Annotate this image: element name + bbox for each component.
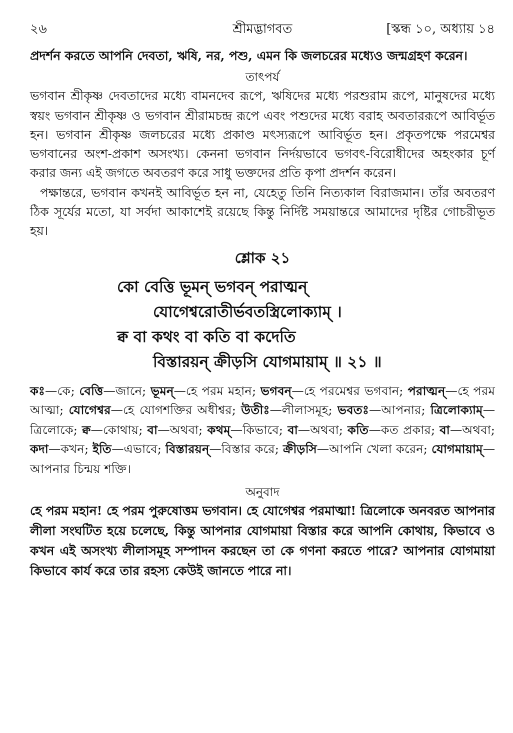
synonym-meaning: —কত প্রকার;	[368, 422, 440, 437]
purport-paragraph-1: ভগবান শ্রীকৃষ্ণ দেবতাদের মধ্যে বামনদেব রূপে, ঋষিদের মধ্যে পরশুরাম রূপে, মানুষদের মধ্যে স্বয়ং ভগবান শ্রীকৃষ্ণ ও ভগবান শ্রীরামচন্দ্র রূপে এবং পশুদের মধ্যে বরাহ অবতাররূপে আবির্ভূত হন। ভগবান শ্রীকৃষ্ণ জলচরের মধ্যে প্রকাণ্ড মৎস্যরূপে আবির্ভূত হন। প্রকৃতপক্ষে পরমেশ্বর ভগবানের অংশ-প্রকাশ অসংখ্য। কেননা ভগবান নির্দয়ভাবে ভগবৎ-বিরোধীদের অহংকার চূর্ণ করার জন্য এই জগতে অবতরণ করে সাধু ভক্তদের প্রতি কৃপা প্রদর্শন করেন।	[30, 88, 495, 181]
synonym-word: বেত্তি	[79, 383, 104, 398]
synonym-meaning: —কখন;	[48, 442, 93, 457]
synonym-word: ত্রিলোক্যাম্	[430, 403, 483, 418]
synonym-word: কথম্	[207, 422, 231, 437]
synonym-word: বা	[147, 422, 158, 437]
verse-heading: শ্লোক ২১	[234, 248, 291, 267]
synonym-meaning: —হে যোগশক্তির অধীশ্বর;	[110, 403, 242, 418]
book-page	[30, 20, 495, 580]
synonym-word: ভূমন্	[150, 383, 174, 398]
verse-line: ক্ব বা কথং বা কতি বা কদেতি	[117, 326, 296, 346]
purport-paragraph-2: পক্ষান্তরে, ভগবান কখনই আবির্ভূত হন না, যেহেতু তিনি নিত্যকাল বিরাজমান। তাঁর অবতরণ ঠিক সূর্যের মতো, যা সর্বদা আকাশেই রয়েছে কিন্তু নির্দিষ্ট সময়ান্তরে আমাদের দৃষ্টির গোচরীভূত হয়।	[30, 184, 495, 239]
synonym-meaning: —হে পরম আত্মা;	[30, 383, 496, 418]
translation-heading: অনুবাদ	[245, 485, 280, 500]
page-header	[30, 20, 495, 40]
synonym-meaning: —ত্রিলোকে;	[30, 403, 495, 437]
synonym-meaning: —আপনি খেলা করেন;	[316, 442, 432, 457]
book-title: শ্রীমদ্ভাগবত	[232, 22, 293, 37]
synonym-word: বিস্তারয়ন্	[165, 442, 210, 457]
synonym-word: উতীঃ	[241, 403, 270, 418]
synonym-meaning: —হে পরম মহান;	[173, 383, 261, 398]
synonym-meaning: —কে;	[45, 383, 80, 398]
synonym-meaning: —কিভাবে;	[230, 422, 288, 437]
synonym-meaning: —এভাবে;	[111, 442, 166, 457]
synonym-meaning: —অথবা;	[297, 422, 348, 437]
synonym-meaning: —বিস্তার করে;	[209, 442, 283, 457]
word-for-word-synonyms	[30, 382, 495, 480]
synonym-meaning: —লীলাসমূহ;	[269, 403, 338, 418]
verse-line: যোগেশ্বরোতীর্ভবতস্ত্রিলোক্যাম্ ।	[153, 301, 342, 321]
synonym-meaning: —অথবা;	[157, 422, 208, 437]
synonym-word: পরাত্মন্	[407, 383, 446, 398]
synonym-meaning: —আপনার চিন্ময় শক্তি।	[30, 442, 495, 476]
synonym-word: কতি	[347, 422, 369, 437]
synonym-word: যোগমায়াম্	[431, 442, 483, 457]
verse-text	[30, 274, 495, 374]
synonym-word: বা	[439, 422, 450, 437]
synonym-word: ভবতঃ	[337, 403, 370, 418]
chapter-reference: [স্কন্ধ ১০, অধ্যায় ১৪	[386, 22, 495, 37]
synonym-meaning: —হে পরমেশ্বর ভগবান;	[291, 383, 408, 398]
purport-heading: তাৎপর্য	[245, 70, 280, 85]
synonym-word: ক্ব	[82, 422, 91, 437]
synonym-word: ইতি	[92, 442, 112, 457]
synonym-word: বা	[287, 422, 298, 437]
synonym-word: ভগবন্	[260, 383, 292, 398]
synonym-word: কঃ	[30, 383, 46, 398]
translation-text: হে পরম মহান! হে পরম পুরুষোত্তম ভগবান। হে যোগেশ্বর পরমাত্মা! ত্রিলোকে অনবরত আপনার লীলা সংঘটিত হয়ে চলেছে, কিন্তু আপনার যোগমায়া বিস্তার করে আপনি কোথায়, কিভাবে ও কখন এই অসংখ্য লীলাসমূহ সম্পাদন করছেন তা কে গণনা করতে পারে? আপনার যোগমায়া কিভাবে কার্য করে তার রহস্য কেউই জানতে পারে না।	[30, 503, 495, 578]
verse-line: কো বেত্তি ভূমন্ ভগবন্ পরাত্মন্	[117, 276, 308, 296]
synonym-meaning: —কোথায়;	[90, 422, 148, 437]
verse-line: বিস্তারয়ন্ ক্রীড়সি যোগমায়াম্ ॥ ২১ ॥	[153, 351, 382, 371]
synonym-meaning: —আপনার;	[369, 403, 431, 418]
continued-translation: প্রদর্শন করতে আপনি দেবতা, ঋষি, নর, পশু, এমন কি জলচরের মধ্যেও জন্মগ্রহণ করেন।	[30, 48, 468, 63]
synonym-word: কদা	[30, 442, 49, 457]
synonym-word: ক্রীড়সি	[283, 442, 317, 457]
synonym-meaning: —জানে;	[103, 383, 151, 398]
synonym-word: যোগেশ্বর	[68, 403, 111, 418]
page-number: ২৬	[30, 22, 47, 37]
synonym-meaning: —অথবা;	[449, 422, 496, 437]
